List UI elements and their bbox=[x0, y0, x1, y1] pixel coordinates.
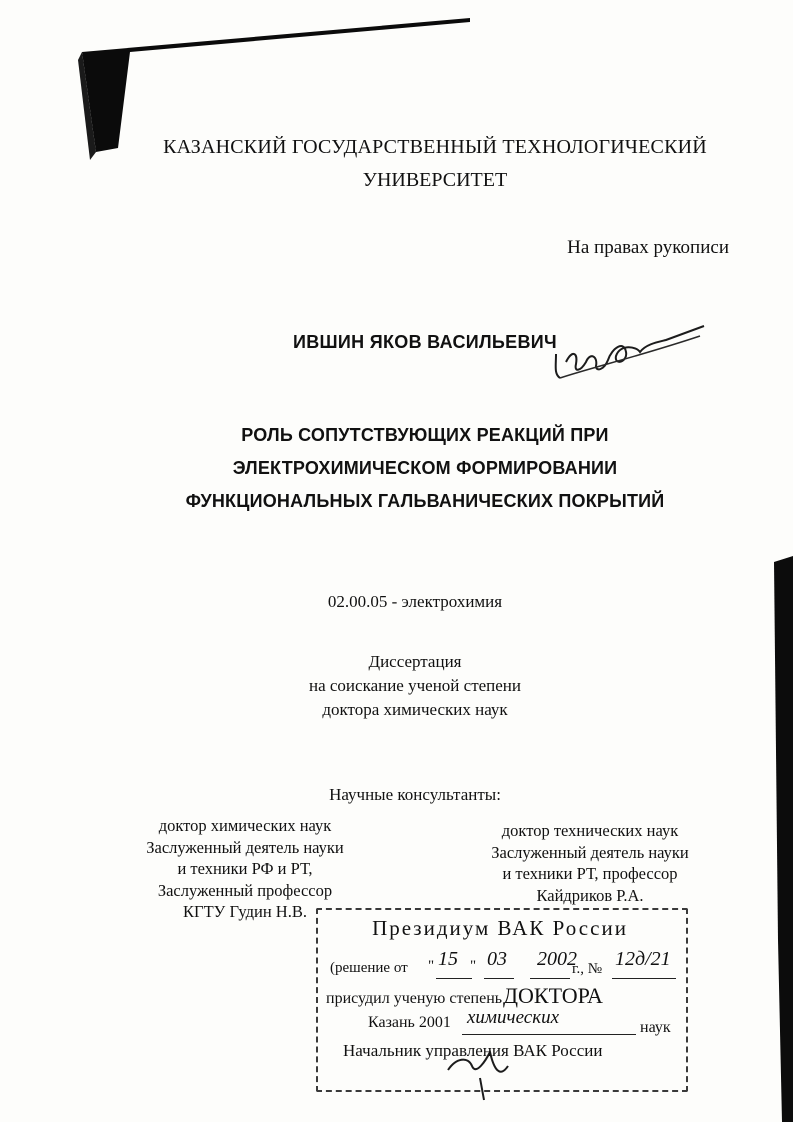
advisor-left-line: доктор химических наук bbox=[158, 816, 332, 835]
stamp-awarded: присудил ученую степень bbox=[326, 990, 503, 1007]
dissertation-title-line2: ЭЛЕКТРОХИМИЧЕСКОМ ФОРМИРОВАНИИ bbox=[232, 458, 618, 478]
stamp-number: 12д/21 bbox=[615, 948, 671, 970]
stamp-year-suffix: г., № bbox=[572, 961, 603, 977]
stamp-year-underline bbox=[530, 978, 570, 979]
scan-shadow-right-edge bbox=[774, 556, 793, 1122]
stamp-field: химических bbox=[467, 1007, 560, 1028]
specialty-code: 02.00.05 - электрохимия bbox=[327, 592, 503, 611]
author-name: ИВШИН ЯКОВ ВАСИЛЬЕВИЧ bbox=[293, 332, 557, 352]
advisors-heading: Научные консультанты: bbox=[329, 785, 501, 804]
stamp-decision-label: (решение от bbox=[330, 960, 408, 976]
stamp-day: 15 bbox=[438, 948, 458, 970]
stamp-title: Президиум ВАК России bbox=[372, 916, 628, 940]
advisor-right bbox=[465, 820, 715, 906]
advisor-right-line: и техники РТ, профессор bbox=[502, 864, 678, 883]
university-name-line1: КАЗАНСКИЙ ГОСУДАРСТВЕННЫЙ ТЕХНОЛОГИЧЕСКИЙ bbox=[163, 136, 707, 158]
author-signature-underline bbox=[560, 336, 700, 378]
advisor-left-line: Заслуженный деятель науки bbox=[146, 837, 344, 857]
advisor-right-line: Заслуженный деятель науки bbox=[491, 842, 689, 862]
advisor-left bbox=[120, 815, 370, 923]
dissertation-title-line1: РОЛЬ СОПУТСТВУЮЩИХ РЕАКЦИЙ ПРИ bbox=[241, 425, 609, 445]
manuscript-rights: На правах рукописи bbox=[567, 237, 729, 258]
advisor-right-line: доктор технических наук bbox=[501, 821, 679, 840]
dissertation-label: Диссертация bbox=[368, 652, 462, 671]
stamp-city-year: Казань 2001 bbox=[368, 1014, 451, 1031]
advisor-left-line: КГТУ Гудин Н.В. bbox=[183, 902, 307, 921]
stamp-month-underline bbox=[484, 978, 514, 979]
stamp-field-suffix: наук bbox=[640, 1019, 671, 1036]
stamp-field-underline bbox=[462, 1034, 636, 1035]
author-signature bbox=[556, 326, 704, 378]
stamp-quote-open: " bbox=[428, 958, 435, 974]
stamp-quote-close: " bbox=[470, 958, 477, 974]
university-name-line2: УНИВЕРСИТЕТ bbox=[362, 169, 508, 191]
stamp-degree: ДОКТОРА bbox=[503, 983, 603, 1008]
degree-name: доктора химических наук bbox=[322, 700, 508, 719]
stamp-year: 2002 bbox=[537, 948, 577, 970]
advisor-left-line: и техники РФ и РТ, bbox=[177, 859, 313, 878]
stamp-head-title: Начальник управления ВАК России bbox=[343, 1041, 603, 1060]
scan-shadow-top-left bbox=[82, 18, 470, 152]
advisor-right-line: Кайдриков Р.А. bbox=[536, 885, 644, 905]
stamp-month: 03 bbox=[487, 948, 507, 970]
stamp-number-underline bbox=[612, 978, 676, 979]
degree-purpose: на соискание ученой степени bbox=[308, 676, 522, 695]
advisor-left-line: Заслуженный профессор bbox=[157, 880, 333, 900]
stamp-day-underline bbox=[436, 978, 472, 979]
dissertation-title-line3: ФУНКЦИОНАЛЬНЫХ ГАЛЬВАНИЧЕСКИХ ПОКРЫТИЙ bbox=[185, 491, 665, 511]
